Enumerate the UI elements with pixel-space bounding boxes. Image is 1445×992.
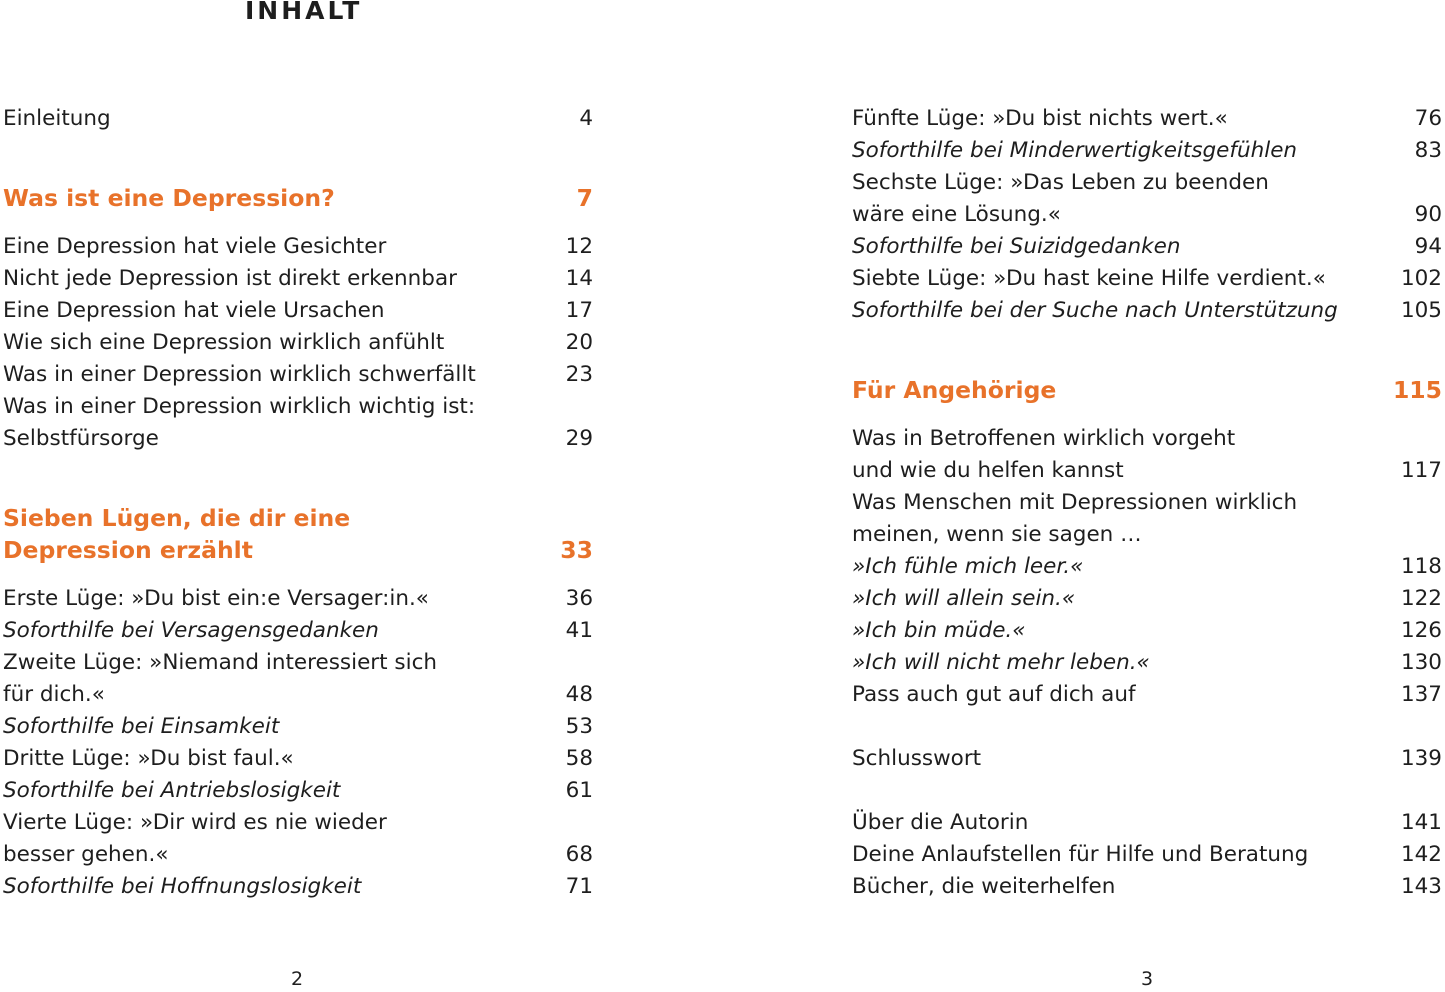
- toc-entry-title: Sieben Lügen, die dir eine: [3, 504, 351, 532]
- toc-entry: [852, 231, 1442, 263]
- toc-section-heading: [3, 534, 593, 566]
- toc-entry: [852, 871, 1442, 903]
- toc-entry-title: Soforthilfe bei Hoffnungslosigkeit: [3, 874, 362, 899]
- page-number-right: 3: [1141, 968, 1154, 990]
- toc-entry: [3, 231, 593, 263]
- toc-entry-title: Vierte Lüge: »Dir wird es nie wieder: [3, 810, 387, 835]
- toc-entry: [852, 551, 1442, 583]
- toc-page-number: 126: [1400, 618, 1442, 643]
- toc-entry-title: Was Menschen mit Depressionen wirklich: [852, 490, 1298, 515]
- toc-page-number: 20: [565, 330, 593, 355]
- toc-entry: [852, 199, 1442, 231]
- toc-entry-title: Soforthilfe bei Minderwertigkeitsgefühlen: [852, 138, 1298, 163]
- toc-entry: [852, 519, 1442, 551]
- toc-page-number: 105: [1400, 298, 1442, 323]
- toc-page-number: 58: [565, 746, 593, 771]
- toc-entry-title: Erste Lüge: »Du bist ein:e Versager:in.«: [3, 586, 429, 611]
- toc-page-number: 53: [565, 714, 593, 739]
- toc-entry: [3, 647, 593, 679]
- toc-page-number: 36: [565, 586, 593, 611]
- toc-section-heading: [852, 374, 1442, 406]
- toc-entry: [3, 679, 593, 711]
- toc-entry: [3, 263, 593, 295]
- toc-entry: [852, 839, 1442, 871]
- toc-entry-title: Was in einer Depression wirklich schwerfällt: [3, 362, 476, 387]
- toc-entry-title: Dritte Lüge: »Du bist faul.«: [3, 746, 294, 771]
- toc-entry-title: Was in Betroffenen wirklich vorgeht: [852, 426, 1236, 451]
- toc-entry: [3, 871, 593, 903]
- toc-page-number: 33: [560, 536, 593, 564]
- toc-entry-title: Wie sich eine Depression wirklich anfühlt: [3, 330, 445, 355]
- toc-entry: [3, 423, 593, 455]
- toc-entry: [852, 423, 1442, 455]
- page-number-left: 2: [291, 968, 304, 990]
- toc-entry-title: Bücher, die weiterhelfen: [852, 874, 1116, 899]
- toc-entry: [852, 167, 1442, 199]
- toc-entry-title: Siebte Lüge: »Du hast keine Hilfe verdient.«: [852, 266, 1326, 291]
- toc-entry-title: Soforthilfe bei Antriebslosigkeit: [3, 778, 341, 803]
- toc-entry-title: und wie du helfen kannst: [852, 458, 1124, 483]
- toc-page-number: 142: [1400, 842, 1442, 867]
- toc-page-number: 68: [565, 842, 593, 867]
- toc-entry-title: Was ist eine Depression?: [3, 184, 335, 212]
- toc-section-heading: [3, 182, 593, 214]
- toc-entry: [852, 615, 1442, 647]
- toc-page-number: 118: [1400, 554, 1442, 579]
- toc-page-number: 76: [1414, 106, 1442, 131]
- toc-page-number: 29: [565, 426, 593, 451]
- toc-entry: [852, 487, 1442, 519]
- toc-entry-title: Deine Anlaufstellen für Hilfe und Beratung: [852, 842, 1309, 867]
- toc-entry-title: Pass auch gut auf dich auf: [852, 682, 1136, 707]
- toc-entry: [852, 583, 1442, 615]
- toc-entry-title: Soforthilfe bei Versagensgedanken: [3, 618, 379, 643]
- toc-page-number: 139: [1400, 746, 1442, 771]
- toc-page-number: 90: [1414, 202, 1442, 227]
- toc-entry: [852, 455, 1442, 487]
- toc-page-number: 14: [565, 266, 593, 291]
- toc-entry: [852, 295, 1442, 327]
- toc-entry-title: wäre eine Lösung.«: [852, 202, 1061, 227]
- toc-entry: [3, 327, 593, 359]
- toc-entry-title: Über die Autorin: [852, 810, 1029, 835]
- toc-entry-title: »Ich will nicht mehr leben.«: [852, 650, 1150, 675]
- toc-entry-title: Schlusswort: [852, 746, 982, 771]
- toc-entry: [3, 839, 593, 871]
- toc-entry-title: »Ich bin müde.«: [852, 618, 1026, 643]
- toc-entry: [852, 135, 1442, 167]
- toc-entry-title: Was in einer Depression wirklich wichtig ist:: [3, 394, 476, 419]
- toc-entry: [3, 775, 593, 807]
- toc-entry-title: Zweite Lüge: »Niemand interessiert sich: [3, 650, 438, 675]
- toc-entry: [852, 743, 1442, 775]
- toc-entry: [852, 263, 1442, 295]
- toc-entry-title: meinen, wenn sie sagen …: [852, 522, 1142, 547]
- toc-entry: [3, 391, 593, 423]
- toc-entry: [3, 359, 593, 391]
- toc-entry-title: »Ich will allein sein.«: [852, 586, 1076, 611]
- toc-page-number: 23: [565, 362, 593, 387]
- toc-page-number: 115: [1392, 376, 1442, 404]
- toc-page-number: 122: [1400, 586, 1442, 611]
- toc-entry: [3, 711, 593, 743]
- toc-page-number: 94: [1414, 234, 1442, 259]
- toc-page-number: 48: [565, 682, 593, 707]
- toc-entry-title: besser gehen.«: [3, 842, 169, 867]
- toc-entry-title: Einleitung: [3, 106, 111, 131]
- toc-page-number: 83: [1414, 138, 1442, 163]
- toc-entry-title: Soforthilfe bei Suizidgedanken: [852, 234, 1181, 259]
- toc-entry: [852, 679, 1442, 711]
- toc-entry: [3, 807, 593, 839]
- toc-entry: [852, 647, 1442, 679]
- toc-entry: [3, 295, 593, 327]
- toc-entry-title: Depression erzählt: [3, 536, 253, 564]
- toc-page-number: 17: [565, 298, 593, 323]
- toc-page-number: 71: [565, 874, 593, 899]
- toc-entry-title: Fünfte Lüge: »Du bist nichts wert.«: [852, 106, 1228, 131]
- toc-entry-title: »Ich fühle mich leer.«: [852, 554, 1084, 579]
- toc-entry: [3, 743, 593, 775]
- toc-entry-title: Für Angehörige: [852, 376, 1057, 404]
- toc-page-number: 4: [579, 106, 593, 131]
- toc-entry: [3, 615, 593, 647]
- toc-entry-title: Soforthilfe bei der Suche nach Unterstützung: [852, 298, 1338, 323]
- toc-page-number: 61: [565, 778, 593, 803]
- toc-entry-title: Sechste Lüge: »Das Leben zu beenden: [852, 170, 1269, 195]
- toc-entry: [852, 103, 1442, 135]
- toc-page-number: 143: [1400, 874, 1442, 899]
- toc-page-number: 137: [1400, 682, 1442, 707]
- toc-page-number: 130: [1400, 650, 1442, 675]
- toc-entry: [3, 583, 593, 615]
- toc-page-number: 117: [1400, 458, 1442, 483]
- toc-heading: INHALT: [245, 0, 363, 25]
- toc-entry-title: Eine Depression hat viele Ursachen: [3, 298, 385, 323]
- toc-page-number: 102: [1400, 266, 1442, 291]
- toc-entry: [3, 103, 593, 135]
- toc-entry: [852, 807, 1442, 839]
- toc-page-number: 41: [565, 618, 593, 643]
- toc-entry-title: Nicht jede Depression ist direkt erkennbar: [3, 266, 457, 291]
- toc-section-heading: [3, 502, 593, 534]
- toc-page-number: 141: [1400, 810, 1442, 835]
- toc-entry-title: Selbstfürsorge: [3, 426, 159, 451]
- toc-entry-title: Soforthilfe bei Einsamkeit: [3, 714, 280, 739]
- toc-entry-title: Eine Depression hat viele Gesichter: [3, 234, 387, 259]
- toc-page-number: 12: [565, 234, 593, 259]
- toc-page-number: 7: [576, 184, 593, 212]
- toc-entry-title: für dich.«: [3, 682, 105, 707]
